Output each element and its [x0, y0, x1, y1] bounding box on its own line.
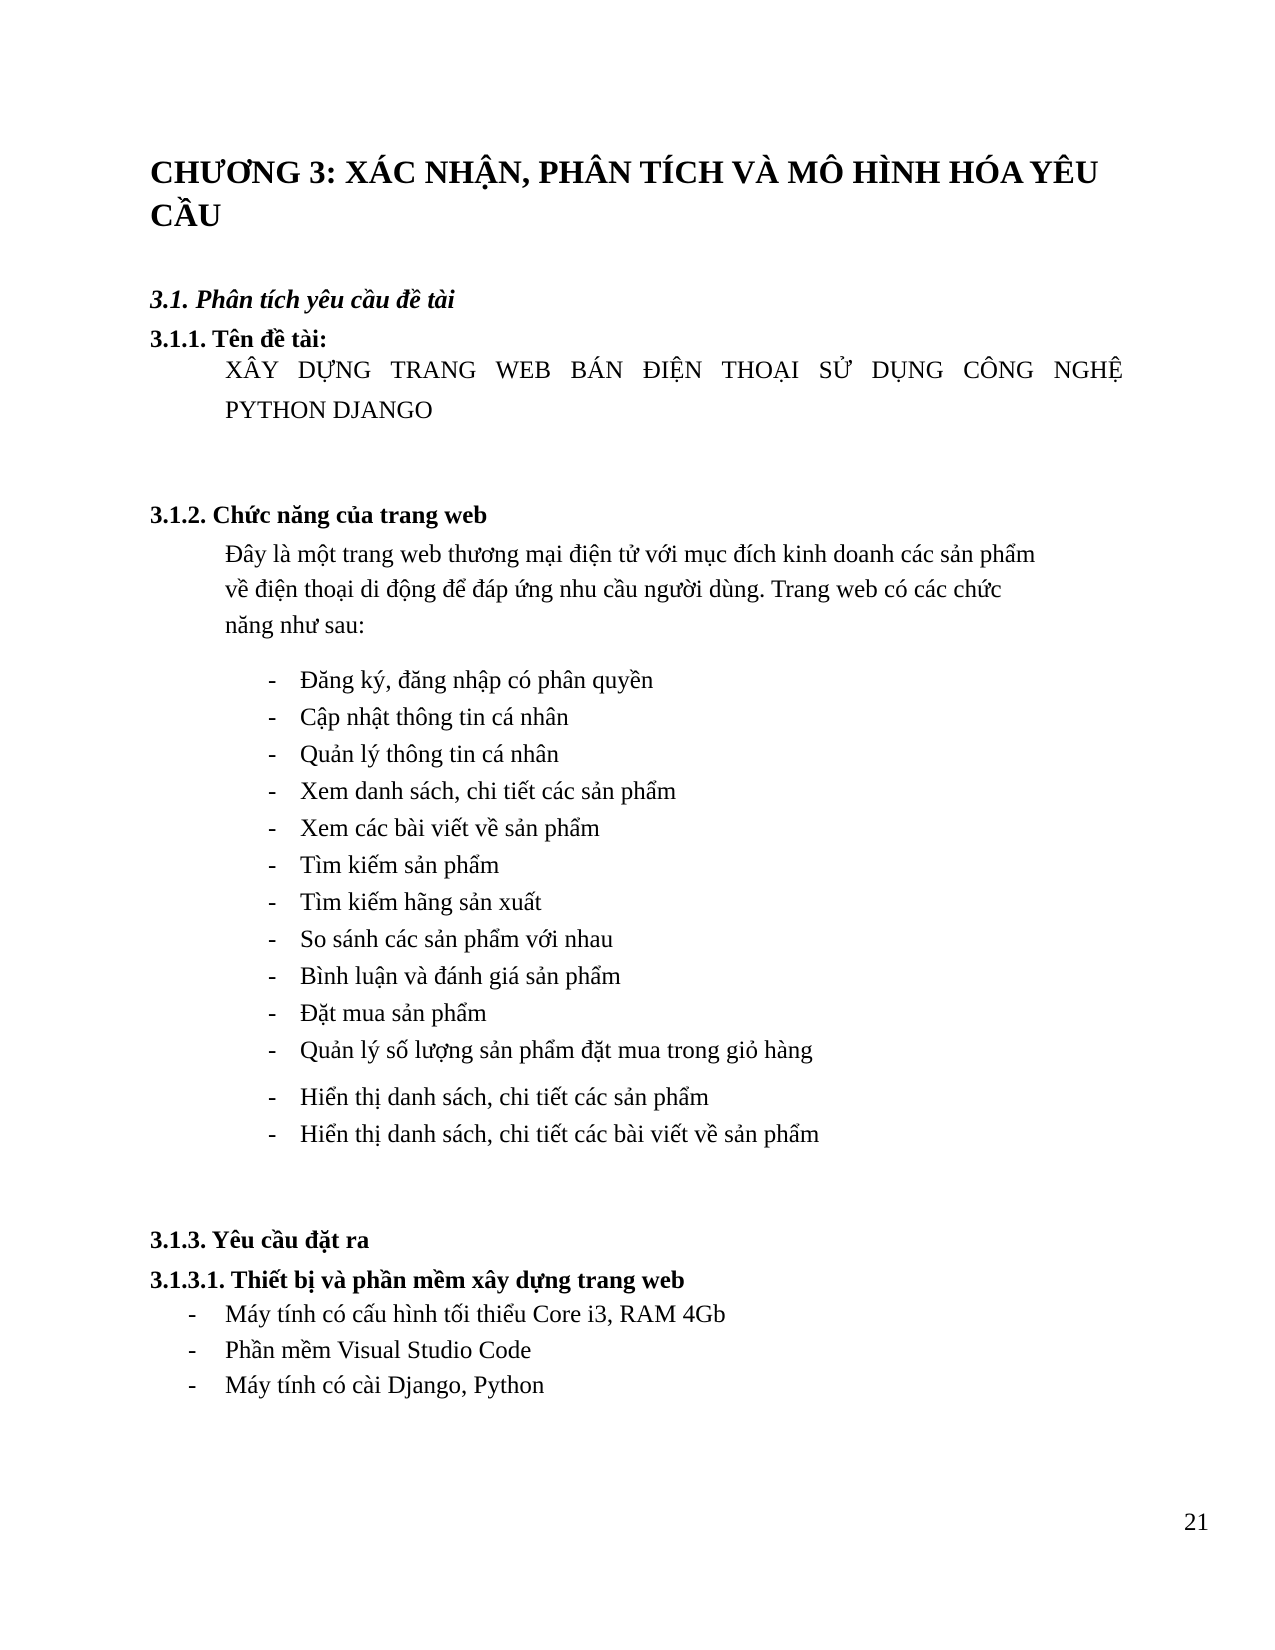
list-item-text: Quản lý thông tin cá nhân	[300, 741, 559, 768]
list-item-text: Phần mềm Visual Studio Code	[225, 1337, 532, 1364]
list-item-text: Bình luận và đánh giá sản phẩm	[300, 963, 621, 990]
paragraph-line-2: về điện thoại di động để đáp ứng nhu cầu người dùng. Trang web có các chức	[225, 576, 1002, 603]
list-item-text: Đặt mua sản phẩm	[300, 1000, 487, 1027]
page-number: 21	[1184, 1509, 1209, 1536]
list-item-text: Quản lý số lượng sản phẩm đặt mua trong giỏ hàng	[300, 1037, 813, 1064]
list-item-text: Cập nhật thông tin cá nhân	[300, 704, 569, 731]
bullet-dash: -	[268, 1121, 277, 1148]
bullet-dash: -	[268, 1084, 277, 1111]
bullet-dash: -	[268, 704, 277, 731]
list-item-text: Tìm kiếm hãng sản xuất	[300, 889, 542, 916]
list-item-text: Xem các bài viết về sản phẩm	[300, 815, 600, 842]
section-3-1-3-heading: 3.1.3. Yêu cầu đặt ra	[150, 1227, 370, 1254]
bullet-dash: -	[268, 778, 277, 805]
bullet-dash: -	[268, 963, 277, 990]
bullet-dash: -	[188, 1337, 197, 1364]
bullet-dash: -	[268, 667, 277, 694]
list-item-text: Đăng ký, đăng nhập có phân quyền	[300, 667, 654, 694]
bullet-dash: -	[188, 1301, 197, 1328]
project-title-line-1: XÂY DỰNG TRANG WEB BÁN ĐIỆN THOẠI SỬ DỤNG CÔNG NGHỆ	[225, 357, 1123, 384]
bullet-dash: -	[188, 1372, 197, 1399]
list-item-text: Hiển thị danh sách, chi tiết các sản phẩm	[300, 1084, 709, 1111]
list-item-text: Máy tính có cài Django, Python	[225, 1372, 545, 1399]
bullet-dash: -	[268, 741, 277, 768]
section-3-1-2-heading: 3.1.2. Chức năng của trang web	[150, 502, 488, 529]
list-item-text: Xem danh sách, chi tiết các sản phẩm	[300, 778, 677, 805]
list-item-text: Máy tính có cấu hình tối thiểu Core i3, RAM 4Gb	[225, 1301, 726, 1328]
bullet-dash: -	[268, 1037, 277, 1064]
bullet-dash: -	[268, 1000, 277, 1027]
section-3-1-1-heading: 3.1.1. Tên đề tài:	[150, 326, 328, 353]
list-item-text: Hiển thị danh sách, chi tiết các bài viết về sản phẩm	[300, 1121, 820, 1148]
project-title-line-2: PYTHON DJANGO	[225, 397, 433, 424]
list-item-text: So sánh các sản phẩm với nhau	[300, 926, 614, 953]
bullet-dash: -	[268, 926, 277, 953]
bullet-dash: -	[268, 815, 277, 842]
paragraph-line-3: năng như sau:	[225, 612, 365, 639]
bullet-dash: -	[268, 889, 277, 916]
paragraph-line-1: Đây là một trang web thương mại điện tử với mục đích kinh doanh các sản phẩm	[225, 541, 1036, 568]
bullet-dash: -	[268, 852, 277, 879]
chapter-title: CHƯƠNG 3: XÁC NHẬN, PHÂN TÍCH VÀ MÔ HÌNH HÓA YÊU CẦU	[150, 155, 1099, 234]
section-3-1-heading: 3.1. Phân tích yêu cầu đề tài	[150, 285, 455, 314]
list-item-text: Tìm kiếm sản phẩm	[300, 852, 500, 879]
section-3-1-3-1-heading: 3.1.3.1. Thiết bị và phần mềm xây dựng trang web	[150, 1267, 685, 1294]
